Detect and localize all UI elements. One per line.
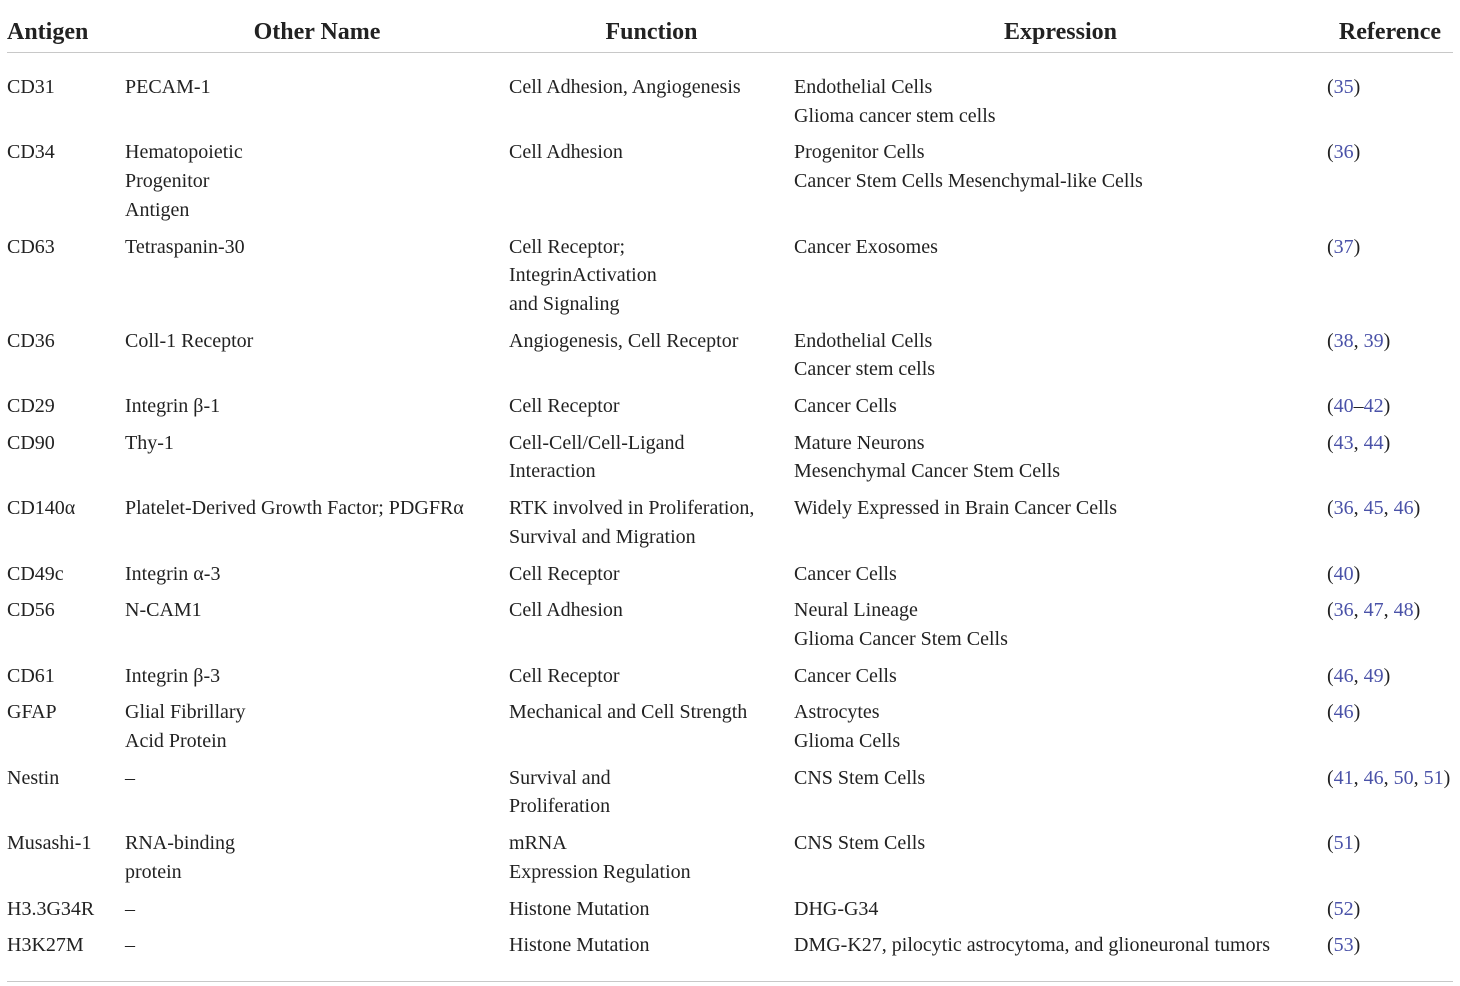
other-name-line: Coll-1 Receptor (125, 329, 254, 352)
reference-link[interactable]: 46 (1333, 701, 1354, 724)
antigen-table (7, 0, 1453, 982)
expression-cell (794, 690, 1327, 755)
expression-cell (794, 887, 1327, 924)
antigen-cell: H3K27M (7, 934, 84, 957)
expression-line: Cancer Cells (794, 395, 897, 418)
function-cell (509, 756, 794, 821)
reference-link[interactable]: 47 (1363, 599, 1384, 622)
function-line: Survival and Migration (509, 525, 696, 548)
expression-line: Progenitor Cells (794, 141, 925, 164)
antigen-cell: CD61 (7, 664, 55, 687)
header-function: Function (509, 0, 794, 53)
expression-cell (794, 588, 1327, 653)
antigen-cell: CD56 (7, 599, 55, 622)
reference-link[interactable]: 36 (1333, 141, 1354, 164)
function-cell (509, 588, 794, 653)
reference-link[interactable]: 44 (1363, 431, 1384, 454)
reference-link[interactable]: 43 (1333, 431, 1354, 454)
other-name-line: Glial Fibrillary (125, 701, 246, 724)
other-name-cell (125, 130, 509, 224)
reference-link[interactable]: 37 (1333, 235, 1354, 258)
other-name-line: Thy-1 (125, 431, 174, 454)
reference-link[interactable]: 38 (1333, 329, 1354, 352)
expression-cell (794, 130, 1327, 224)
reference-separator: , (1353, 329, 1364, 352)
expression-cell (794, 319, 1327, 384)
other-name-cell (125, 756, 509, 821)
other-name-cell (125, 690, 509, 755)
expression-line: Cancer Cells (794, 562, 897, 585)
table-row (7, 384, 1453, 421)
expression-cell (794, 53, 1327, 131)
function-line: Cell Adhesion (509, 141, 623, 164)
expression-cell (794, 821, 1327, 886)
function-line: Angiogenesis, Cell Receptor (509, 329, 739, 352)
reference-cell: (41, 46, 50, 51) (1327, 766, 1451, 789)
reference-cell: (36, 45, 46) (1327, 497, 1421, 520)
table-row (7, 821, 1453, 886)
table-row (7, 421, 1453, 486)
reference-cell: (38, 39) (1327, 329, 1391, 352)
expression-line: Endothelial Cells (794, 329, 933, 352)
reference-link[interactable]: 42 (1363, 395, 1384, 418)
reference-link[interactable]: 41 (1333, 766, 1354, 789)
reference-link[interactable]: 51 (1423, 766, 1444, 789)
reference-link[interactable]: 46 (1393, 497, 1414, 520)
table-header (7, 0, 1453, 53)
header-other-name: Other Name (125, 0, 509, 53)
table-row (7, 887, 1453, 924)
expression-line: Glioma Cells (794, 730, 901, 753)
expression-line: Cancer Cells (794, 664, 897, 687)
other-name-line: – (125, 934, 135, 957)
function-line: Histone Mutation (509, 934, 650, 957)
expression-cell (794, 654, 1327, 691)
reference-link[interactable]: 39 (1363, 329, 1384, 352)
function-cell (509, 887, 794, 924)
reference-link[interactable]: 52 (1333, 897, 1354, 920)
reference-link[interactable]: 46 (1333, 664, 1354, 687)
other-name-cell (125, 319, 509, 384)
reference-separator: , (1353, 599, 1364, 622)
reference-link[interactable]: 53 (1333, 934, 1354, 957)
expression-line: DHG-G34 (794, 897, 879, 920)
expression-line: Widely Expressed in Brain Cancer Cells (794, 497, 1117, 520)
expression-line: Glioma cancer stem cells (794, 104, 996, 127)
function-line: Cell Receptor (509, 664, 620, 687)
function-line: Proliferation (509, 795, 611, 818)
other-name-line: Integrin β-3 (125, 664, 221, 687)
reference-cell: (46, 49) (1327, 664, 1391, 687)
expression-line: Cancer Exosomes (794, 235, 938, 258)
reference-separator: , (1383, 497, 1394, 520)
expression-line: Endothelial Cells (794, 76, 933, 98)
reference-separator: – (1353, 395, 1364, 418)
header-row (7, 0, 1453, 53)
antigen-cell: Nestin (7, 766, 60, 789)
other-name-cell (125, 486, 509, 551)
function-cell (509, 384, 794, 421)
expression-line: Mature Neurons (794, 431, 925, 454)
reference-link[interactable]: 40 (1333, 395, 1354, 418)
function-cell (509, 552, 794, 589)
table-body (7, 53, 1453, 982)
function-line: IntegrinActivation (509, 264, 657, 287)
other-name-cell (125, 654, 509, 691)
expression-line: Mesenchymal Cancer Stem Cells (794, 460, 1061, 483)
other-name-cell (125, 588, 509, 653)
function-cell (509, 654, 794, 691)
reference-separator: , (1383, 766, 1394, 789)
other-name-cell (125, 384, 509, 421)
antigen-cell: CD140α (7, 497, 76, 520)
function-line: mRNA (509, 832, 567, 855)
table-row (7, 923, 1453, 981)
reference-link[interactable]: 46 (1363, 766, 1384, 789)
other-name-line: Integrin β-1 (125, 395, 221, 418)
reference-link[interactable]: 36 (1333, 599, 1354, 622)
expression-line: Cancer Stem Cells Mesenchymal-like Cells (794, 170, 1143, 193)
function-line: Cell Adhesion, Angiogenesis (509, 76, 741, 98)
reference-cell: (51) (1327, 832, 1361, 855)
function-line: RTK involved in Proliferation, (509, 497, 755, 520)
header-antigen: Antigen (7, 0, 125, 53)
function-cell (509, 53, 794, 131)
other-name-cell (125, 53, 509, 131)
other-name-line: Integrin α-3 (125, 562, 221, 585)
reference-separator: , (1353, 664, 1364, 687)
other-name-line: Antigen (125, 198, 190, 221)
antigen-cell: Musashi-1 (7, 832, 92, 855)
table-row (7, 588, 1453, 653)
antigen-cell: CD29 (7, 395, 55, 418)
expression-cell (794, 923, 1327, 981)
antigen-cell: GFAP (7, 701, 57, 724)
other-name-line: – (125, 897, 135, 920)
function-cell (509, 486, 794, 551)
expression-cell (794, 552, 1327, 589)
reference-separator: , (1353, 766, 1364, 789)
other-name-line: Progenitor (125, 170, 210, 193)
expression-line: Neural Lineage (794, 599, 918, 622)
expression-cell (794, 486, 1327, 551)
reference-link[interactable]: 51 (1333, 832, 1354, 855)
reference-separator: , (1383, 599, 1394, 622)
other-name-line: protein (125, 860, 182, 883)
function-line: Expression Regulation (509, 860, 691, 883)
function-line: Survival and (509, 766, 611, 789)
table-row (7, 225, 1453, 319)
expression-line: CNS Stem Cells (794, 766, 926, 789)
function-cell (509, 319, 794, 384)
other-name-cell (125, 552, 509, 589)
other-name-line: Acid Protein (125, 730, 227, 753)
reference-cell: (36) (1327, 141, 1361, 164)
other-name-line: N-CAM1 (125, 599, 202, 622)
function-line: Cell Receptor (509, 395, 620, 418)
expression-line: Astrocytes (794, 701, 880, 724)
table-row (7, 319, 1453, 384)
other-name-line: PECAM-1 (125, 76, 211, 98)
expression-line: Cancer stem cells (794, 358, 936, 381)
function-cell (509, 421, 794, 486)
function-line: Cell Receptor (509, 562, 620, 585)
reference-separator: , (1353, 431, 1364, 454)
function-cell (509, 821, 794, 886)
function-line: Interaction (509, 460, 596, 483)
header-expression: Expression (794, 0, 1327, 53)
table-row (7, 486, 1453, 551)
other-name-line: Tetraspanin-30 (125, 235, 245, 258)
other-name-line: Hematopoietic (125, 141, 243, 164)
function-cell (509, 225, 794, 319)
antigen-cell: CD63 (7, 235, 55, 258)
reference-link[interactable]: 40 (1333, 562, 1354, 585)
other-name-cell (125, 821, 509, 886)
table-row (7, 53, 1453, 131)
reference-link[interactable]: 45 (1363, 497, 1384, 520)
table-row (7, 130, 1453, 224)
header-reference: Reference (1327, 0, 1453, 53)
antigen-cell: CD31 (7, 76, 55, 98)
other-name-cell (125, 887, 509, 924)
expression-cell (794, 756, 1327, 821)
antigen-table-container (7, 0, 1453, 982)
reference-cell: (35) (1327, 76, 1361, 98)
other-name-cell (125, 421, 509, 486)
antigen-cell: CD90 (7, 431, 55, 454)
reference-cell: (52) (1327, 897, 1361, 920)
other-name-cell (125, 923, 509, 981)
reference-cell: (46) (1327, 701, 1361, 724)
function-cell (509, 130, 794, 224)
reference-cell: (43, 44) (1327, 431, 1391, 454)
expression-cell (794, 421, 1327, 486)
expression-cell (794, 225, 1327, 319)
table-row (7, 756, 1453, 821)
reference-cell: (53) (1327, 934, 1361, 957)
table-row (7, 552, 1453, 589)
function-line: Cell Receptor; (509, 235, 626, 258)
reference-link[interactable]: 49 (1363, 664, 1384, 687)
reference-cell: (40–42) (1327, 395, 1391, 418)
expression-line: DMG-K27, pilocytic astrocytoma, and glioneuronal tumors (794, 934, 1271, 957)
reference-link[interactable]: 35 (1333, 76, 1354, 98)
reference-cell: (36, 47, 48) (1327, 599, 1421, 622)
antigen-cell: H3.3G34R (7, 897, 95, 920)
reference-link[interactable]: 36 (1333, 497, 1354, 520)
expression-cell (794, 384, 1327, 421)
reference-separator: , (1413, 766, 1424, 789)
function-line: Histone Mutation (509, 897, 650, 920)
other-name-cell (125, 225, 509, 319)
function-line: Cell Adhesion (509, 599, 623, 622)
antigen-cell: CD34 (7, 141, 55, 164)
expression-line: Glioma Cancer Stem Cells (794, 627, 1008, 650)
reference-separator: , (1353, 497, 1364, 520)
function-line: Mechanical and Cell Strength (509, 701, 748, 724)
function-cell (509, 923, 794, 981)
reference-link[interactable]: 50 (1393, 766, 1414, 789)
reference-cell: (40) (1327, 562, 1361, 585)
function-cell (509, 690, 794, 755)
antigen-cell: CD49c (7, 562, 64, 585)
other-name-line: – (125, 766, 135, 789)
table-row (7, 690, 1453, 755)
function-line: and Signaling (509, 292, 620, 315)
function-line: Cell-Cell/Cell-Ligand (509, 431, 685, 454)
reference-link[interactable]: 48 (1393, 599, 1414, 622)
other-name-line: Platelet-Derived Growth Factor; PDGFRα (125, 497, 464, 520)
expression-line: CNS Stem Cells (794, 832, 926, 855)
other-name-line: RNA-binding (125, 832, 235, 855)
reference-cell: (37) (1327, 235, 1361, 258)
antigen-cell: CD36 (7, 329, 55, 352)
table-row (7, 654, 1453, 691)
